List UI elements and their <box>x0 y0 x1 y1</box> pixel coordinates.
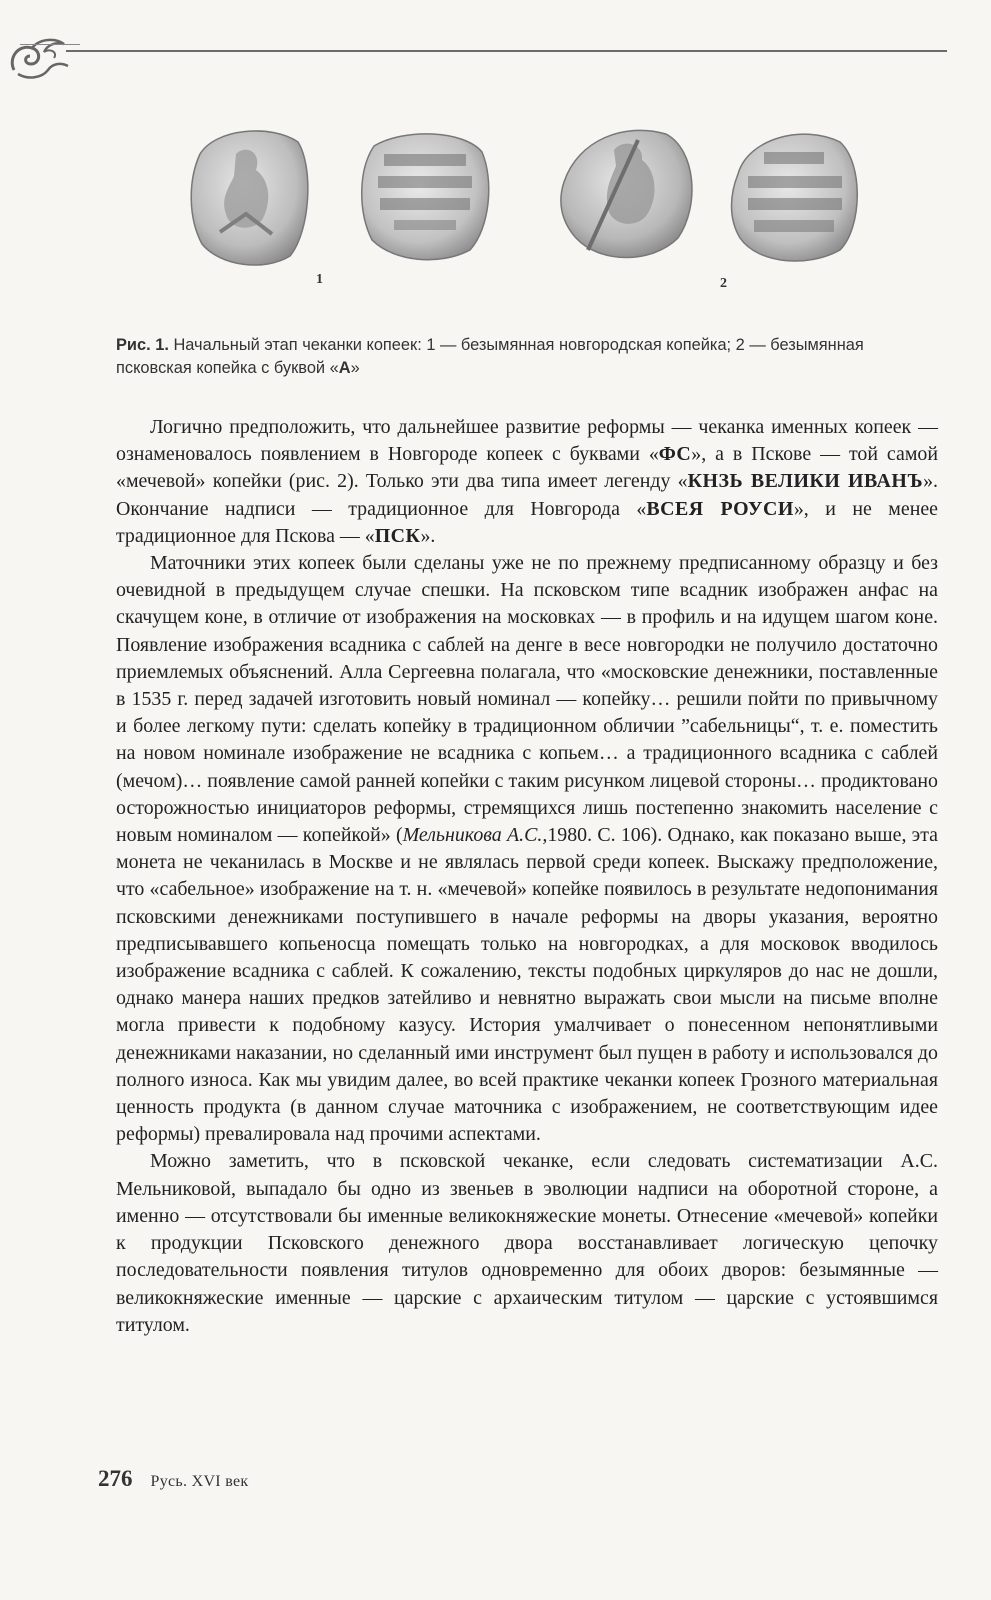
p1-legend-2: ВСЕЯ РОУСИ <box>646 497 794 520</box>
p1-text-e: ». <box>420 524 436 547</box>
figure-caption <box>116 334 938 380</box>
caption-letter: А <box>338 359 351 377</box>
p2-text-b: 1980. С. 106). Однако, как показано выше, эта монета не чеканилась в Москве и не являлась первой среди копеек. Выскажу предположение, что «сабельное» изображение на т. н. «мечевой» копейке появилось в результате недопонимания псковскими денежниками поступившего в начале реформы на дворы указания, вероятно предписывавшего копьеносца помещать только на новгородках, а для московок вводилось изображение всадника с саблей. К сожалению, тексты подобных циркуляров до нас не дошли, однако манера наших предков затейливо и невнятно выражать свои мысли на письме вполне могла привести к подобному казусу. История умалчивает о понесенном непонятливыми денежниками наказании, но сделанный ими инструмент был пущен в работу и использовался до полного износа. Как мы увидим далее, во всей практике чеканки копеек Грозного материальная ценность продукта (в данном случае маточника с изображением, не соответствующим идее реформы) превалировала над прочими аспектами. <box>116 824 938 1146</box>
coin-2-reverse-image <box>724 124 864 266</box>
coin-figure <box>186 120 876 300</box>
p2-text-a: Маточники этих копеек были сделаны уже не по прежнему предписанному образцу и без очевидной в предыдущем случае спешки. На псковском типе всадник изображен анфас на скачущем коне, в отличие от изображения на московках — в профиль и на идущем шагом коне. Появление изображения всадника с саблей на денге в весе новгородки не получило достаточно приемлемых объяснений. Алла Сергеевна полагала, что «московские денежники, поставленные в 1535 г. перед задачей изготовить новый номинал — копейку… решили пойти по привычному и более легкому пути: сделать копейку в традиционном обличии ”сабельницы“, т. е. поместить на новом номинале изображение не всадника с копьем… а традиционного всадника с саблей (мечом)… появление самой ранней копейки с таким рисунком лицевой стороны… продиктовано осторожностью инициаторов реформы, стремящихся лишь постепенно знакомить население с новым номиналом — копейкой» ( <box>116 552 938 847</box>
body-text <box>116 414 938 1339</box>
p1-legend-1: КНЗЬ ВЕЛИКИ ИВАНЪ <box>687 470 924 493</box>
coin-1-reverse-image <box>354 126 494 264</box>
header-rule-left <box>20 44 80 45</box>
p1-text-d: », и не менее традиционное для Пскова — « <box>116 497 938 547</box>
p1-text-b: », а в Пскове — той самой «мечевой» копейки (рис. 2). Только эти два типа имеет легенду « <box>116 443 939 493</box>
caption-text: Начальный этап чеканки копеек: 1 — безымянная новгородская копейка; 2 — безымянная псковская копейка с буквой « <box>116 336 864 377</box>
p1-text-c: ». Окончание надписи — традиционное для Новгорода « <box>116 470 938 520</box>
figure-label-1: 1 <box>316 272 323 287</box>
coin-1-obverse-image <box>186 124 314 270</box>
coin-2-obverse-image <box>554 120 702 266</box>
p2-citation: Мельникова А.С., <box>402 824 548 847</box>
figure-label-2: 2 <box>720 276 727 291</box>
p1-letters: ФС <box>658 443 692 466</box>
p1-legend-3: ПСК <box>374 524 421 547</box>
page-number: 276 <box>98 1466 133 1491</box>
running-head: Русь. XVI век <box>150 1473 249 1490</box>
caption-end: » <box>350 359 360 377</box>
page-footer <box>98 1466 248 1492</box>
paragraph-2 <box>116 550 938 1148</box>
paragraph-1 <box>116 414 938 550</box>
paragraph-3: Можно заметить, что в псковской чеканке, если следовать систематизации А.С. Мельниковой, выпадало бы одно из звеньев в эволюции надписи на оборотной стороне, а именно — отсутствовали бы именные великокняжеские монеты. Отнесение «мечевой» копейки к продукции Псковского денежного двора восстанавливает логическую цепочку последовательности появления титулов одновременно для обоих дворов: безымянные — великокняжеские именные — царские с архаическим титулом — царские с устоявшимся титулом. <box>116 1150 938 1336</box>
scroll-ornament-icon <box>4 30 84 86</box>
header-rule <box>66 50 947 52</box>
caption-label: Рис. 1. <box>116 336 169 354</box>
p1-text-a: Логично предположить, что дальнейшее развитие реформы — чеканка именных копеек — ознаменовалось появлением в Новгороде копеек с буквами « <box>116 416 938 466</box>
